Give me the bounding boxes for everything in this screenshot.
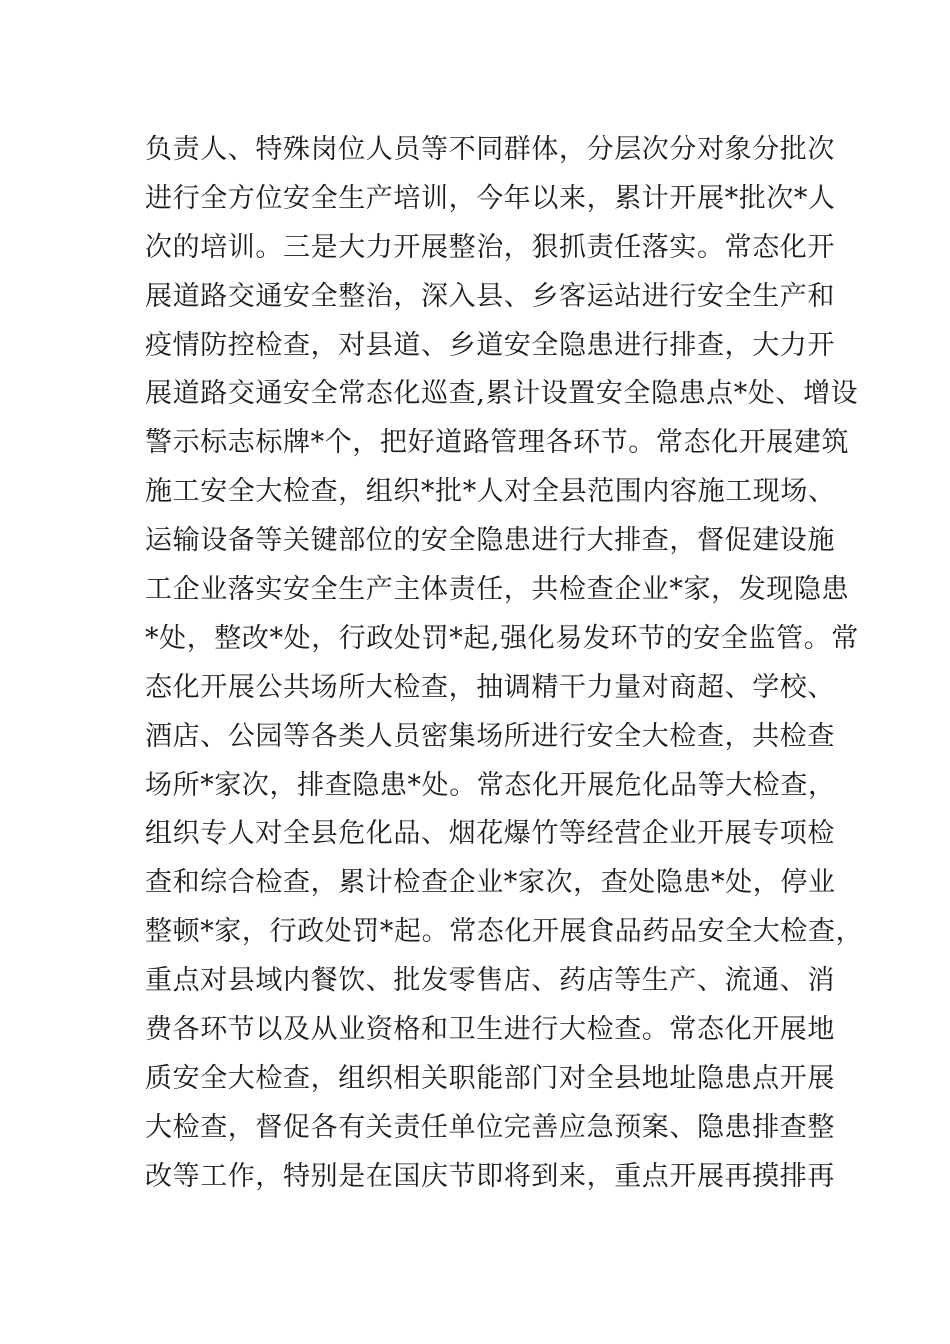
text-line: 费各环节以及从业资格和卫生进行大检查。常态化开展地 (145, 1014, 835, 1046)
text-line: 负责人、特殊岗位人员等不同群体，分层次分对象分批次 (145, 134, 835, 165)
text-line: 施工安全大检查，组织*批*人对全县范围内容施工现场、 (145, 476, 836, 508)
text-line: 展道路交通安全常态化巡查,累计设置安全隐患点*处、增设 (145, 378, 859, 410)
text-line: 大检查，督促各有关责任单位完善应急预案、隐患排查整 (145, 1111, 835, 1143)
text-line: 整顿*家，行政处罚*起。常态化开展食品药品安全大检查， (145, 916, 864, 948)
text-line: 疫情防控检查，对县道、乡道安全隐患进行排查，大力开 (145, 329, 835, 361)
text-line: 进行全方位安全生产培训，今年以来，累计开展*批次*人 (145, 182, 836, 214)
text-line: 质安全大检查，组织相关职能部门对全县地址隐患点开展 (145, 1062, 835, 1094)
text-line: 酒店、公园等各类人员密集场所进行安全大检查，共检查 (145, 720, 835, 752)
text-line: 重点对县域内餐饮、批发零售店、药店等生产、流通、消 (145, 965, 835, 997)
text-line: *处，整改*处，行政处罚*起,强化易发环节的安全监管。常 (145, 622, 859, 654)
text-line: 工企业落实安全生产主体责任，共检查企业*家，发现隐患 (145, 574, 850, 606)
text-line: 次的培训。三是大力开展整治，狠抓责任落实。常态化开 (145, 231, 835, 263)
text-line: 场所*家次，排查隐患*处。常态化开展危化品等大检查， (145, 769, 836, 801)
text-line: 组织专人对全县危化品、烟花爆竹等经营企业开展专项检 (145, 818, 835, 850)
text-line: 态化开展公共场所大检查，抽调精干力量对商超、学校、 (145, 671, 835, 703)
body-paragraph (145, 126, 864, 1202)
text-line: 改等工作，特别是在国庆节即将到来，重点开展再摸排再 (145, 1160, 835, 1192)
text-line: 警示标志标牌*个，把好道路管理各环节。常态化开展建筑 (145, 427, 850, 459)
text-line: 展道路交通安全整治，深入县、乡客运站进行安全生产和 (145, 280, 835, 312)
text-line: 查和综合检查，累计检查企业*家次，查处隐患*处，停业 (145, 867, 836, 899)
text-line: 运输设备等关键部位的安全隐患进行大排查，督促建设施 (145, 525, 835, 557)
